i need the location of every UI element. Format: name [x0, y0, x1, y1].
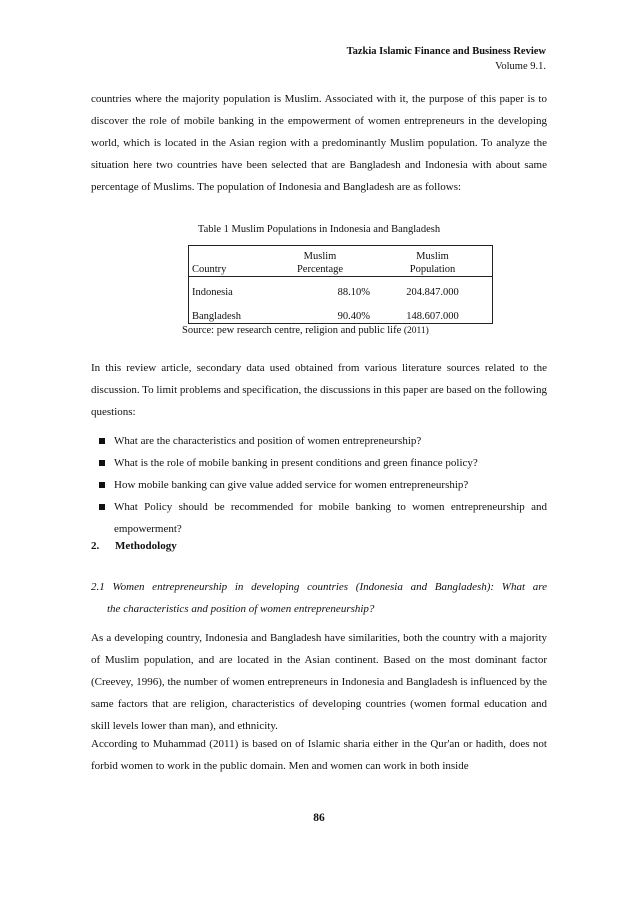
table-row — [189, 299, 493, 324]
table-source: Source: pew research centre, religion and public life (2011) — [182, 325, 429, 336]
header-country: Country — [189, 246, 268, 277]
cell-population: 204.847.000 — [373, 277, 493, 300]
table-block — [91, 222, 547, 338]
cell-country: Indonesia — [189, 277, 268, 300]
header-percentage: Muslim Percentage — [267, 246, 373, 277]
header-population: Muslim Population — [373, 246, 493, 277]
bullet-square-icon — [99, 438, 105, 444]
paragraph-intro: countries where the majority population is Muslim. Associated with it, the purpose of this paper is to discover the role of mobile banking in the empowerment of women entrepreneurs in the developing world, which is located in the Asian region with a predominantly Muslim population. To analyze the situation here two countries have been selected that are Bangladesh and Indonesia with about same percentage of Muslims. The population of Indonesia and Bangladesh are as follows: — [91, 93, 547, 193]
table-header-row — [189, 246, 493, 277]
paragraph-muhammad: According to Muhammad (2011) is based on of Islamic sharia either in the Qur'an or hadith, does not forbid women to work in the public domain. Men and women can work in both inside — [91, 738, 547, 772]
journal-title: Tazkia Islamic Finance and Business Review — [346, 46, 546, 57]
page-number: 86 — [313, 812, 325, 824]
list-item: How mobile banking can give value added service for women entrepreneurship? — [96, 474, 547, 496]
bullet-square-icon — [99, 482, 105, 488]
table-caption: Table 1 Muslim Populations in Indonesia and Bangladesh — [197, 224, 441, 235]
bullet-square-icon — [99, 504, 105, 510]
subsection-heading: 2.1 Women entrepreneurship in developing countries (Indonesia and Bangladesh): What are the characteristics and position of women entrepreneurship? — [91, 581, 547, 615]
cell-population: 148.607.000 — [373, 299, 493, 324]
cell-percentage: 88.10% — [337, 287, 370, 298]
question-list — [96, 430, 547, 540]
paragraph-method-intro: In this review article, secondary data used obtained from various literature sources related to the discussion. To limit problems and specification, the discussions in this paper are based on the following questions: — [91, 362, 547, 418]
paragraph-developing-country: As a developing country, Indonesia and Bangladesh have similarities, both the country with a majority of Muslim population, and are located in the Asian continent. Based on the most dominant factor (Creevey, 1996), the number of women entrepreneurs in Indonesia and Bangladesh is influenced by the same factors that are religion, characteristics of developing countries (women formal education and skill levels lower than man), and ethnicity. — [91, 632, 547, 732]
volume-label: Volume 9.1. — [495, 61, 546, 72]
cell-percentage: 90.40% — [267, 299, 373, 324]
bullet-square-icon — [99, 460, 105, 466]
running-header — [347, 44, 546, 74]
cell-country: Bangladesh — [189, 299, 268, 324]
section-heading: 2. Methodology — [91, 540, 177, 552]
muslim-population-table — [188, 245, 493, 324]
table-row — [189, 277, 493, 300]
list-item: What is the role of mobile banking in present conditions and green finance policy? — [96, 452, 547, 474]
list-item: What Policy should be recommended for mobile banking to women entrepreneurship and empowerment? — [96, 496, 547, 540]
list-item: What are the characteristics and position of women entrepreneurship? — [96, 430, 547, 452]
